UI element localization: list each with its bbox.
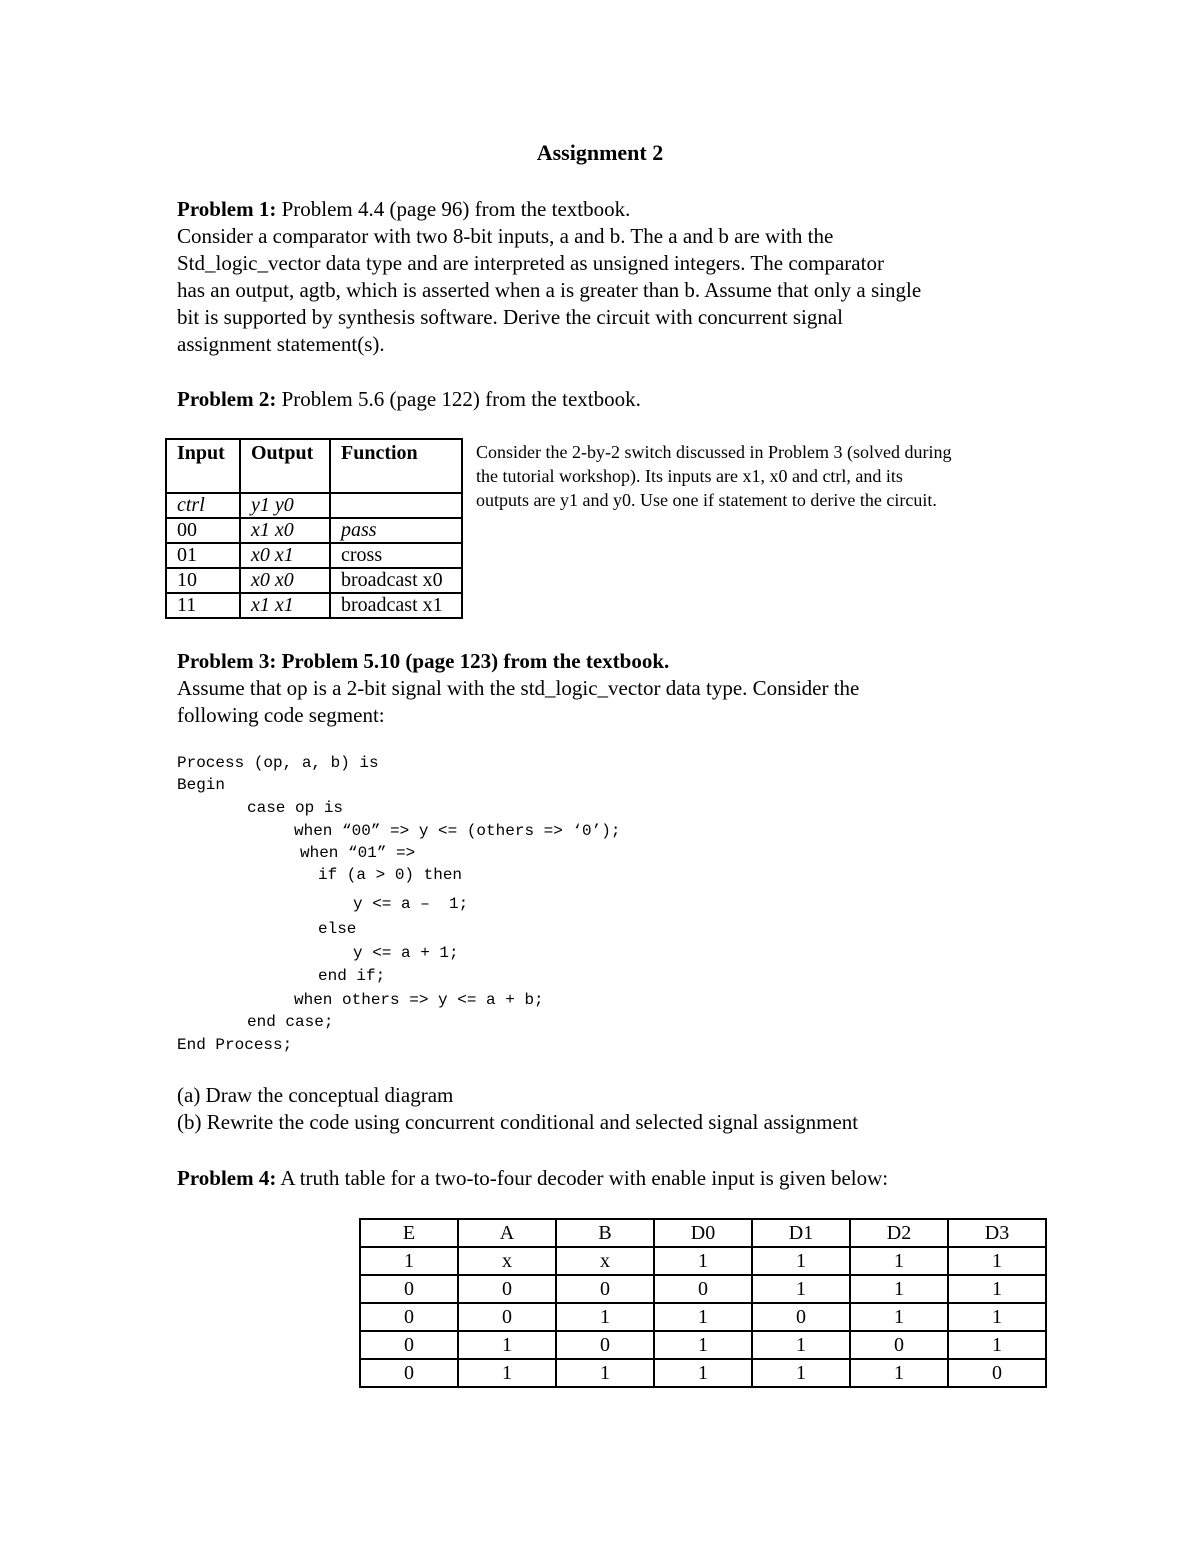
table-cell: x1 x0 [240,518,330,543]
table-cell: 1 [458,1331,556,1359]
table-row [360,1247,1046,1275]
table-row [360,1331,1046,1359]
problem3-heading: Problem 3: Problem 5.10 (page 123) from the textbook. [177,649,670,673]
header-cell: B [556,1219,654,1247]
table-cell: ctrl [166,493,240,518]
code-line: End Process; [177,1036,293,1054]
table-cell: 1 [654,1247,752,1275]
table-cell: 00 [166,518,240,543]
table-cell: 1 [654,1331,752,1359]
table-cell: 0 [948,1359,1046,1387]
decoder-truth-table [359,1218,1047,1388]
problem2-note-line: outputs are y1 and y0. Use one if statement to derive the circuit. [476,490,937,510]
table-cell: 11 [166,593,240,618]
table-cell: x0 x1 [240,543,330,568]
problem3-part: (a) Draw the conceptual diagram [177,1083,454,1107]
table-cell: 1 [654,1359,752,1387]
table-cell: 0 [458,1275,556,1303]
table-cell: 0 [556,1331,654,1359]
table-cell: 1 [850,1275,948,1303]
table-cell: 1 [850,1247,948,1275]
problem1-heading [177,196,630,223]
code-line: end case; [247,1013,334,1031]
problem1-body [177,223,1037,358]
code-line: y <= a + 1; [353,944,459,962]
problem3-line: Assume that op is a 2-bit signal with the std_logic_vector data type. Consider the [177,676,860,700]
table-cell: 1 [360,1247,458,1275]
table-cell: 0 [654,1275,752,1303]
table-cell: x [458,1247,556,1275]
table-cell: 0 [458,1303,556,1331]
table-cell: 1 [556,1303,654,1331]
problem1-heading-text: Problem 4.4 (page 96) from the textbook. [276,197,631,221]
table-cell: 1 [654,1303,752,1331]
table-cell: 0 [556,1275,654,1303]
table-cell: 0 [752,1303,850,1331]
code-line: when “00” => y <= (others => ‘0’); [294,822,621,840]
table-row [166,493,462,518]
header-cell: E [360,1219,458,1247]
header-cell: Output [240,439,330,493]
table-row [166,593,462,618]
code-line: case op is [247,799,344,817]
code-line: when others => y <= a + b; [294,991,544,1009]
problem4-heading [177,1165,888,1192]
table-cell: 1 [752,1275,850,1303]
table-cell: cross [330,543,462,568]
problem4-heading-text: A truth table for a two-to-four decoder with enable input is given below: [276,1166,889,1190]
header-cell: Input [166,439,240,493]
table-row [166,568,462,593]
problem1-line: assignment statement(s). [177,332,385,356]
code-line: y <= a – 1; [353,895,469,913]
problem1-line: has an output, agtb, which is asserted when a is greater than b. Assume that only a single [177,278,922,302]
table-cell: broadcast x0 [330,568,462,593]
table-cell: 0 [360,1331,458,1359]
table-cell [330,493,462,518]
table-cell: 1 [458,1359,556,1387]
table-cell: 0 [360,1303,458,1331]
table-cell: x [556,1247,654,1275]
table-cell: 1 [850,1303,948,1331]
problem3-body [177,675,1037,729]
code-line: when “01” => [300,844,416,862]
problem1-line: bit is supported by synthesis software. Derive the circuit with concurrent signal [177,305,844,329]
table-cell: 1 [850,1359,948,1387]
problem1-line: Std_logic_vector data type and are interpreted as unsigned integers. The comparator [177,251,884,275]
table-cell: broadcast x1 [330,593,462,618]
code-line: if (a > 0) then [318,866,463,884]
table-row [360,1275,1046,1303]
table-row [166,518,462,543]
table-cell: 01 [166,543,240,568]
switch-function-table [165,438,463,619]
header-cell: D0 [654,1219,752,1247]
table-cell: 0 [360,1275,458,1303]
table-cell: 0 [850,1331,948,1359]
problem2-label: Problem 2: [177,387,277,411]
problem3-line: following code segment: [177,703,385,727]
code-line: Process (op, a, b) is [177,754,379,772]
problem4-label: Problem 4: [177,1166,277,1190]
problem1-line: Consider a comparator with two 8-bit inputs, a and b. The a and b are with the [177,224,834,248]
problem2-note-line: the tutorial workshop). Its inputs are x1, x0 and ctrl, and its [476,466,903,486]
table-row [360,1303,1046,1331]
header-cell: D1 [752,1219,850,1247]
table-cell: 1 [556,1359,654,1387]
table-cell: x0 x0 [240,568,330,593]
table-cell: 1 [752,1247,850,1275]
problem2-note-line: Consider the 2-by-2 switch discussed in Problem 3 (solved during [476,442,952,462]
table-header-row [166,439,462,493]
code-line: else [318,920,357,938]
table-row [166,543,462,568]
problem2-heading [177,386,641,413]
table-cell: 1 [948,1331,1046,1359]
table-cell: y1 y0 [240,493,330,518]
table-cell: 1 [948,1303,1046,1331]
table-cell: 1 [948,1275,1046,1303]
table-cell: x1 x1 [240,593,330,618]
table-cell: 1 [752,1331,850,1359]
header-cell: A [458,1219,556,1247]
table-cell: pass [330,518,462,543]
table-cell: 1 [752,1359,850,1387]
page-title: Assignment 2 [536,140,664,165]
table-header-row [360,1219,1046,1247]
table-row [360,1359,1046,1387]
table-cell: 10 [166,568,240,593]
code-line: Begin [177,776,226,794]
problem2-heading-text: Problem 5.6 (page 122) from the textbook. [276,387,641,411]
problem3-part: (b) Rewrite the code using concurrent conditional and selected signal assignment [177,1110,859,1134]
problem2-description [476,440,1036,512]
problem3-parts [177,1082,1037,1136]
header-cell: D3 [948,1219,1046,1247]
table-cell: 1 [948,1247,1046,1275]
problem1-label: Problem 1: [177,197,277,221]
code-line: end if; [318,967,386,985]
header-cell: D2 [850,1219,948,1247]
table-cell: 0 [360,1359,458,1387]
header-cell: Function [330,439,462,493]
